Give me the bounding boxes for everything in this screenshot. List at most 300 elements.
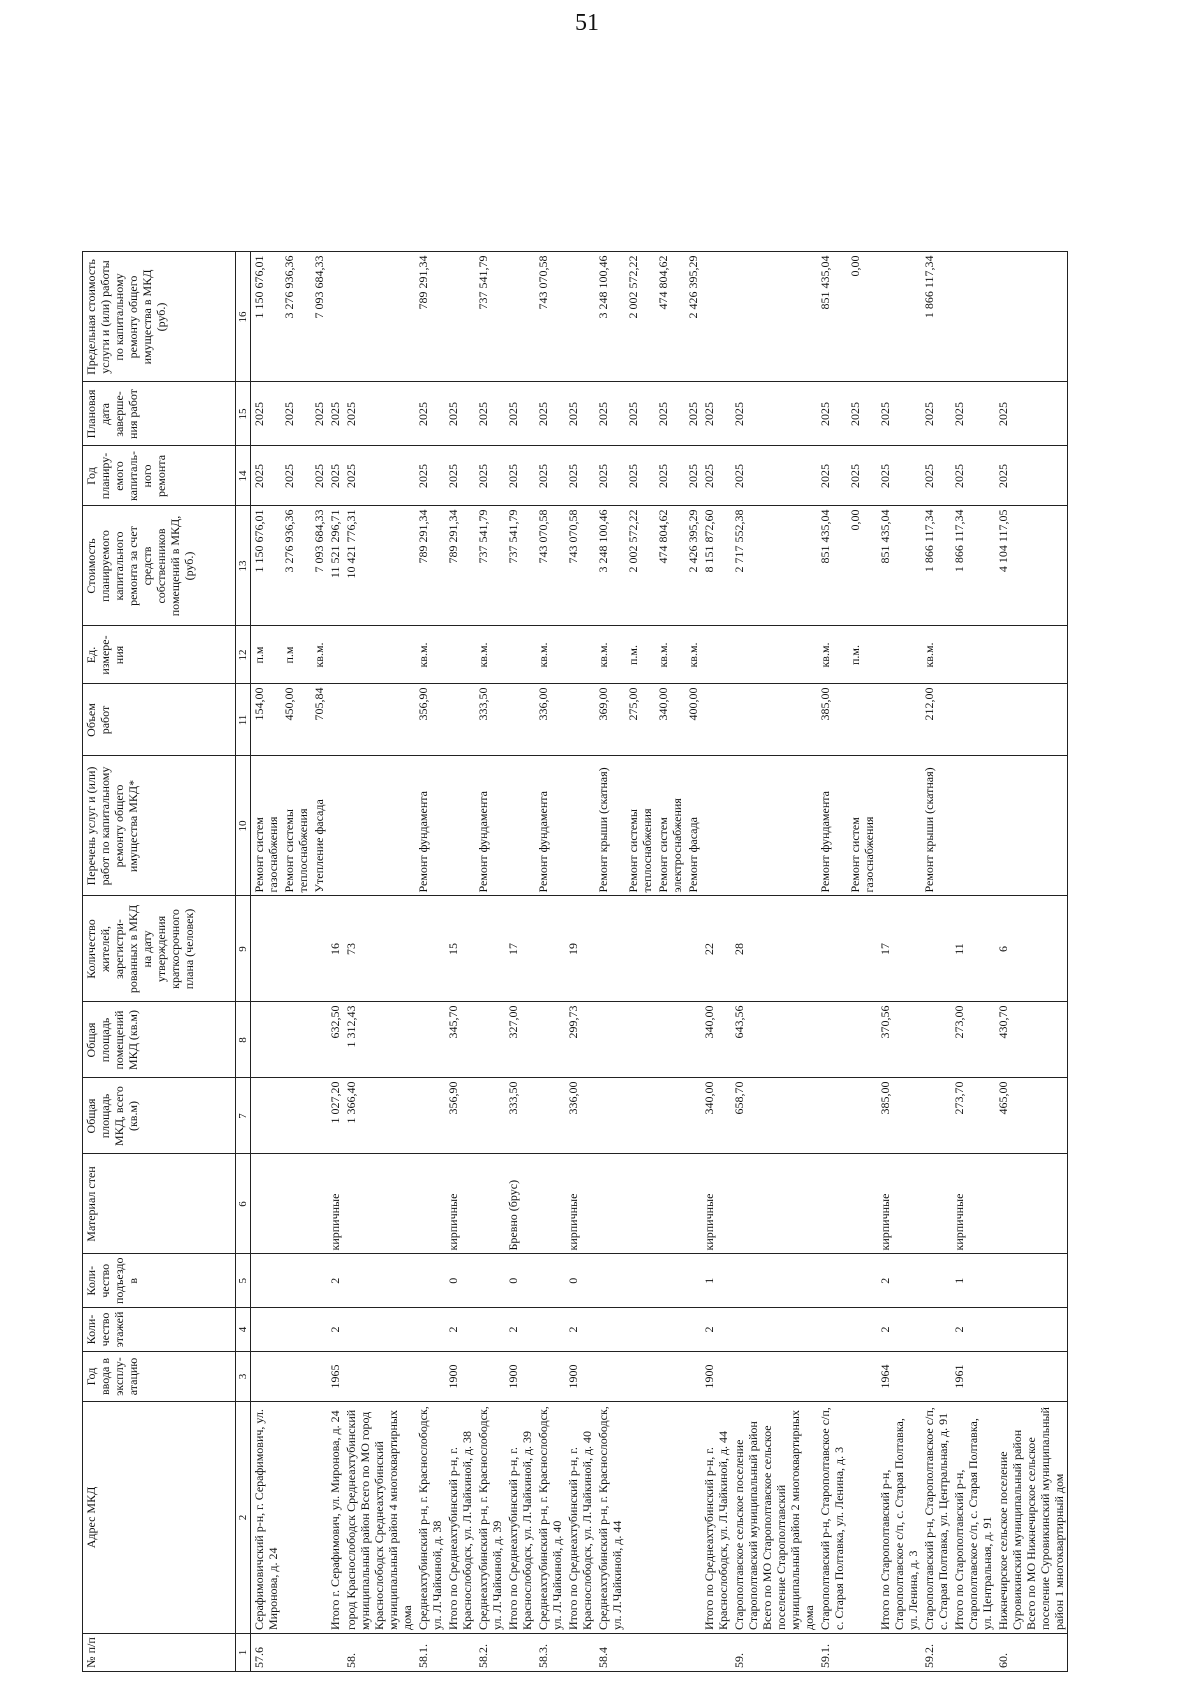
table-cell [817,1154,847,1254]
table-cell: 0 [505,1254,535,1308]
table-cell [731,626,817,684]
table-cell: 0 [565,1254,595,1308]
page-number: 51 [575,10,599,36]
table-cell: город Краснослободск Среднеахтубинский муниципальный район Всего по МО город Краснослободск Среднеахтубинский муниципальный район 4 многоквартирных дома [343,1402,415,1634]
table-cell [327,252,343,382]
table-cell [951,756,995,896]
table-cell: 275,00 [625,684,655,756]
table-cell [685,1254,701,1308]
table-cell [685,1308,701,1352]
column-header-6: Материал стен [83,1154,236,1254]
table-cell: Ремонт фундамента [415,756,445,896]
table-cell [995,1154,1068,1254]
table-cell: 2025 [685,446,701,506]
table-cell: 3 276 936,36 [281,252,311,382]
table-cell: 2 [701,1308,731,1352]
table-cell: 851 435,04 [817,506,847,626]
table-cell [951,626,995,684]
table-cell: Итого по Среднеахтубинский р-н, г. Краснослободск, ул. Л.Чайкиной, д. 44 [701,1402,731,1634]
table-cell: Ремонт систем газоснабжения [847,756,877,896]
table-cell: 385,00 [877,1078,921,1154]
table-cell: 474 804,62 [655,506,685,626]
capital-repair-table [82,252,1068,1673]
table-cell [731,756,817,896]
table-cell: 2025 [281,446,311,506]
column-number-4: 4 [236,1308,251,1352]
table-cell: кв.м. [817,626,847,684]
table-cell: 212,00 [921,684,951,756]
table-cell [701,684,731,756]
table-cell: 19 [565,896,595,1002]
table-cell: 16 [327,896,343,1002]
table-cell [995,1352,1068,1402]
table-cell: 2025 [655,382,685,446]
table-cell [327,684,343,756]
table-cell [877,684,921,756]
column-number-9: 9 [236,896,251,1002]
table-cell: Ремонт систем электроснабжения [655,756,685,896]
table-cell [343,252,415,382]
table-cell: п.м. [625,626,655,684]
table-cell: 2025 [877,446,921,506]
table-cell [625,1002,655,1078]
table-cell [877,756,921,896]
table-cell: 1 [701,1254,731,1308]
table-cell: Итого по Среднеахтубинский р-н, г. Краснослободск, ул. Л.Чайкиной, д. 38 [445,1402,475,1634]
table-cell [995,1308,1068,1352]
table-cell: Среднеахтубинский р-н, г. Краснослободск, ул. Л.Чайкиной, д. 38 [415,1402,445,1634]
table-cell: Серафимовичский р-н, г. Серафимович, ул. Миронова, д. 24 [251,1402,282,1634]
table-cell [595,1352,625,1402]
table-cell: 2025 [475,446,505,506]
table-cell [445,626,475,684]
table-cell: 2025 [415,446,445,506]
table-row [817,252,847,1672]
table-cell [327,626,343,684]
table-cell: 465,00 [995,1078,1068,1154]
table-cell: 1 150 676,01 [251,252,282,382]
table-cell [951,684,995,756]
table-cell: 336,00 [535,684,565,756]
table-cell: 2025 [847,446,877,506]
table-cell: кв.м. [685,626,701,684]
table-cell [281,1308,311,1352]
table-cell: 2025 [595,382,625,446]
column-header-3: Год ввода в эксплу-атацию [83,1352,236,1402]
table-cell: 2025 [343,382,415,446]
table-cell [817,1002,847,1078]
column-header-10: Перечень услуг и (или) работ по капитальному ремонту общего имущества МКД* [83,756,236,896]
table-row [847,252,877,1672]
table-cell [535,1352,565,1402]
table-row [343,252,415,1672]
table-cell: 22 [701,896,731,1002]
column-number-1: 1 [236,1634,251,1672]
table-cell: 737 541,79 [505,506,535,626]
table-cell: Ремонт крыши (скатная) [921,756,951,896]
table-cell [535,1154,565,1254]
table-cell: Ремонт системы теплоснабжения [281,756,311,896]
table-cell [847,684,877,756]
table-cell: 2 [505,1308,535,1352]
table-cell [951,252,995,382]
table-body [251,252,1068,1672]
table-cell: Итого по Среднеахтубинский р-н, г. Краснослободск, ул. Л.Чайкиной, д. 39 [505,1402,535,1634]
table-cell [343,1154,415,1254]
table-cell: кв.м. [595,626,625,684]
table-cell: 2025 [281,382,311,446]
table-cell [731,1254,817,1308]
table-cell: 474 804,62 [655,252,685,382]
table-cell: 2025 [995,382,1068,446]
table-cell [311,896,327,1002]
table-row [877,252,921,1672]
table-cell [921,1154,951,1254]
column-header-12: Ед. измере-ния [83,626,236,684]
table-cell [311,1402,327,1634]
table-cell [921,1352,951,1402]
table-cell: 15 [445,896,475,1002]
table-cell: 2025 [951,382,995,446]
table-cell [655,1308,685,1352]
table-cell [535,1308,565,1352]
table-cell [327,1634,343,1672]
table-header [83,252,251,1672]
table-cell: 356,90 [415,684,445,756]
table-cell [505,252,535,382]
table-cell: 2025 [921,446,951,506]
table-cell [251,1002,282,1078]
table-cell [281,1154,311,1254]
table-cell: Итого г. Серафимович, ул. Миронова, д. 24 [327,1402,343,1634]
table-cell [847,1078,877,1154]
table-cell [655,896,685,1002]
table-row [701,252,731,1672]
table-cell: 2 426 395,29 [685,252,701,382]
column-header-1: № п/п [83,1634,236,1672]
table-cell: 789 291,34 [415,506,445,626]
column-number-15: 15 [236,382,251,446]
table-cell: Бревно (брус) [505,1154,535,1254]
table-cell: 1900 [505,1352,535,1402]
table-cell [311,1308,327,1352]
table-cell [921,1078,951,1154]
table-cell: 8 151 872,60 [701,506,731,626]
table-cell [847,1352,877,1402]
table-cell [505,626,535,684]
table-cell: Старополтавский р-н, Старополтавское с/п, с. Старая Полтавка, ул. Центральная, д. 91 [921,1402,951,1634]
table-cell: кирпичные [701,1154,731,1254]
table-cell [595,1078,625,1154]
table-cell: 2025 [701,446,731,506]
table-cell: 340,00 [701,1002,731,1078]
table-cell: кв.м. [415,626,445,684]
table-cell [655,1078,685,1154]
table-cell [475,1352,505,1402]
table-cell: 851 435,04 [817,252,847,382]
table-cell: 2 [327,1254,343,1308]
table-cell [281,1634,311,1672]
table-cell: Старополтавский р-н, Старополтавское с/п, с. Старая Полтавка, ул. Ленина, д. 3 [817,1402,847,1634]
table-cell: 2025 [701,382,731,446]
table-cell: 356,90 [445,1078,475,1154]
table-cell [565,756,595,896]
table-cell [817,896,847,1002]
table-cell: Утепление фасада [311,756,327,896]
table-cell [311,1078,327,1154]
table-cell [475,896,505,1002]
table-cell [701,756,731,896]
table-cell: 1900 [565,1352,595,1402]
table-cell: 3 276 936,36 [281,506,311,626]
table-cell [847,1154,877,1254]
table-cell: 1 [951,1254,995,1308]
table-cell [847,1402,877,1634]
table-cell: 60. [995,1634,1068,1672]
table-cell [847,1634,877,1672]
table-cell [655,1402,685,1634]
table-cell: 2025 [475,382,505,446]
table-cell [343,626,415,684]
table-cell: 2025 [415,382,445,446]
table-cell: 2 [877,1254,921,1308]
table-cell: Ремонт фасада [685,756,701,896]
column-header-15: Плановая дата заверше-ния работ [83,382,236,446]
table-cell: 450,00 [281,684,311,756]
table-cell [251,1352,282,1402]
column-number-8: 8 [236,1002,251,1078]
table-cell [475,1308,505,1352]
table-cell [565,626,595,684]
table-cell [343,1352,415,1402]
table-cell: 1900 [445,1352,475,1402]
column-number-2: 2 [236,1402,251,1634]
table-cell [731,1154,817,1254]
table-cell [921,1002,951,1078]
table-cell: 59.2. [921,1634,951,1672]
table-cell [281,1254,311,1308]
table-cell: 2025 [535,382,565,446]
table-cell [327,756,343,896]
table-cell: кв.м. [311,626,327,684]
column-header-16: Предельная стоимость услуги и (или) работы по капитальному ремонту общего имущества в МКД (руб.) [83,252,236,382]
table-cell [311,1634,327,1672]
table-cell [311,1254,327,1308]
table-row [505,252,535,1672]
table-cell: 2025 [505,446,535,506]
table-row [951,252,995,1672]
table-cell: 2025 [995,446,1068,506]
table-cell: 1961 [951,1352,995,1402]
table-cell: 273,70 [951,1078,995,1154]
table-row [327,252,343,1672]
table-cell [655,1352,685,1402]
table-cell: 2025 [817,382,847,446]
table-cell: 1 312,43 [343,1002,415,1078]
column-header-9: Количество жителей, зарегистри-рованных в МКД на дату утверждения краткосрочного плана (человек) [83,896,236,1002]
table-cell: 2025 [445,382,475,446]
table-cell [565,252,595,382]
table-row [415,252,445,1672]
column-header-4: Коли-чество этажей [83,1308,236,1352]
table-cell [415,896,445,1002]
table-cell [505,1634,535,1672]
table-cell: 2025 [535,446,565,506]
column-header-7: Общая площадь МКД, всего (кв.м) [83,1078,236,1154]
table-row [281,252,311,1672]
table-cell: 58. [343,1634,415,1672]
table-cell: 370,56 [877,1002,921,1078]
table-cell: 57.6 [251,1634,282,1672]
column-number-14: 14 [236,446,251,506]
column-header-8: Общая площадь помещений МКД (кв.м) [83,1002,236,1078]
table-cell [565,1634,595,1672]
table-cell: кв.м. [475,626,505,684]
table-cell [731,1308,817,1352]
table-cell: Ремонт фундамента [817,756,847,896]
table-cell: 3 248 100,46 [595,252,625,382]
table-cell [445,756,475,896]
table-cell [625,1154,655,1254]
table-row [311,252,327,1672]
table-cell [281,1352,311,1402]
table-cell: Среднеахтубинский р-н, г. Краснослободск, ул. Л.Чайкиной, д. 39 [475,1402,505,1634]
table-cell: 658,70 [731,1078,817,1154]
table-cell [281,1002,311,1078]
table-cell [995,756,1068,896]
table-cell: 58.4 [595,1634,625,1672]
table-cell: 2 426 395,29 [685,506,701,626]
table-cell: 1 150 676,01 [251,506,282,626]
table-cell [701,1634,731,1672]
table-cell: 2025 [327,446,343,506]
table-cell: 73 [343,896,415,1002]
table-cell: 1900 [701,1352,731,1402]
table-cell [731,252,817,382]
table-cell [625,1634,655,1672]
table-cell [685,1634,701,1672]
column-number-10: 10 [236,756,251,896]
table-cell: п.м [251,626,282,684]
column-number-6: 6 [236,1154,251,1254]
column-header-5: Коли-чество подъездо в [83,1254,236,1308]
table-cell: 2025 [625,446,655,506]
table-cell: 0,00 [847,252,877,382]
table-cell: Итого по Среднеахтубинский р-н, г. Краснослободск, ул. Л.Чайкиной, д. 40 [565,1402,595,1634]
table-cell [625,1402,655,1634]
table-cell: 154,00 [251,684,282,756]
table-cell [535,896,565,1002]
table-cell: 743 070,58 [535,506,565,626]
table-cell [281,1078,311,1154]
table-cell: 2025 [505,382,535,446]
table-cell: 273,00 [951,1002,995,1078]
table-cell [921,1254,951,1308]
table-cell: 2025 [251,382,282,446]
table-cell: 59.1. [817,1634,847,1672]
table-cell: 2025 [685,382,701,446]
table-cell [685,1402,701,1634]
table-cell: 2025 [311,382,327,446]
table-cell [311,1002,327,1078]
table-cell: 643,56 [731,1002,817,1078]
table-cell [595,1154,625,1254]
table-cell [655,1002,685,1078]
table-cell [625,1352,655,1402]
table-cell: 333,50 [505,1078,535,1154]
table-cell: 340,00 [701,1078,731,1154]
table-cell: 743 070,58 [535,252,565,382]
table-cell: 59. [731,1634,817,1672]
table-row [995,252,1068,1672]
table-cell: 400,00 [685,684,701,756]
table-cell: 1964 [877,1352,921,1402]
table-cell: кв.м. [921,626,951,684]
table-cell: Ремонт крыши (скатная) [595,756,625,896]
table-cell: Итого по Старополтавский р-н, Старополтавское с/п, с. Старая Полтавка, ул. Ленина, д. 3 [877,1402,921,1634]
table-cell: 1 866 117,34 [921,506,951,626]
table-cell [415,1002,445,1078]
table-cell: кирпичные [877,1154,921,1254]
table-cell [445,252,475,382]
column-header-14: Год планиру-емого капиталь-ного ремонта [83,446,236,506]
table-cell: п.м. [847,626,877,684]
table-cell [655,1154,685,1254]
table-cell [311,1352,327,1402]
table-cell [921,1308,951,1352]
table-cell [685,1154,701,1254]
table-cell: 17 [505,896,535,1002]
table-cell [625,896,655,1002]
table-cell: 333,50 [475,684,505,756]
table-row [921,252,951,1672]
table-cell: 2 002 572,22 [625,506,655,626]
table-cell: 2025 [251,446,282,506]
table-cell [251,1308,282,1352]
table-cell [595,1308,625,1352]
table-cell [685,896,701,1002]
table-cell [995,1254,1068,1308]
table-cell [281,896,311,1002]
table-cell: п.м [281,626,311,684]
table-cell: Ремонт фундамента [475,756,505,896]
column-number-11: 11 [236,684,251,756]
table-cell [731,1352,817,1402]
table-cell: кирпичные [565,1154,595,1254]
table-cell [535,1078,565,1154]
table-cell: 1 866 117,34 [921,252,951,382]
table-cell [625,1254,655,1308]
table-row [731,252,817,1672]
table-cell [565,684,595,756]
table-cell: 7 093 684,33 [311,506,327,626]
table-cell: Ремонт системы теплоснабжения [625,756,655,896]
column-number-12: 12 [236,626,251,684]
table-cell [731,684,817,756]
column-number-16: 16 [236,252,251,382]
table-cell [343,1254,415,1308]
table-cell: 2025 [731,382,817,446]
column-header-11: Объем работ [83,684,236,756]
table-row [685,252,701,1672]
table-cell: 6 [995,896,1068,1002]
table-cell: 430,70 [995,1002,1068,1078]
table-cell [311,1154,327,1254]
table-cell: 327,00 [505,1002,535,1078]
table-cell [685,1002,701,1078]
column-number-13: 13 [236,506,251,626]
table-cell: 851 435,04 [877,506,921,626]
